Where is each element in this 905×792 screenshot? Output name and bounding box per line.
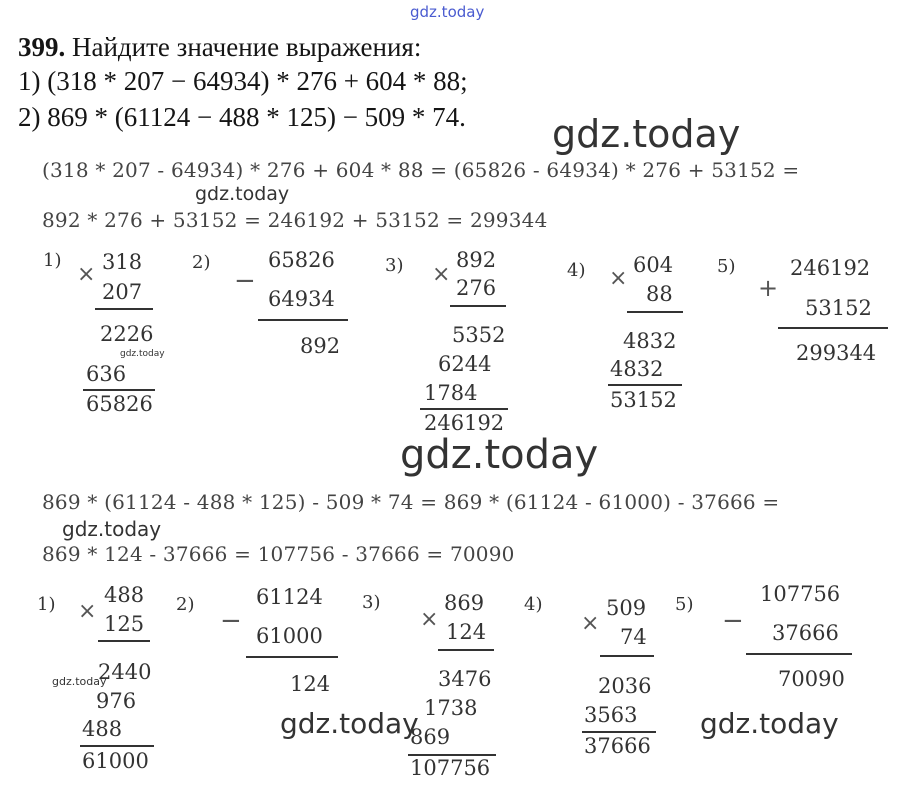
operand-b: 125 [104,612,145,636]
solution2-line1: 869 * (61124 - 488 * 125) - 509 * 74 = 869 * (61124 - 61000) - 37666 = [42,490,780,514]
watermark: gdz.today [280,707,419,740]
task-item-1: 1) (318 * 207 − 64934) * 276 + 604 * 88; [18,66,468,96]
step-label: 1) [43,250,62,271]
step-result: 107756 [410,756,491,780]
watermark-top: gdz.today [410,3,485,21]
step-label: 5) [675,594,694,615]
step-result: 892 [300,334,341,358]
minus-sign: − [220,606,242,636]
operand-a: 318 [102,250,143,274]
step-label: 3) [385,255,404,276]
partial-product: 6244 [438,352,492,376]
partial-product: 2440 [98,660,152,684]
watermark: gdz.today [52,675,107,688]
step-result: 37666 [584,734,651,758]
operand-a: 246192 [790,256,871,280]
partial-product: 976 [96,689,137,713]
task-heading [18,32,421,63]
step-result: 70090 [778,667,845,691]
solution2-line2: 869 * 124 - 37666 = 107756 - 37666 = 70090 [42,542,515,566]
step-label: 3) [362,592,381,613]
operand-a: 869 [444,591,485,615]
operand-b: 74 [620,625,647,649]
step-result: 299344 [796,341,877,365]
operand-b: 61000 [256,624,323,648]
partial-product: 1784 [424,381,478,405]
watermark: gdz.today [552,112,741,156]
operand-a: 509 [606,596,647,620]
step-label: 4) [567,260,586,281]
operand-b: 53152 [805,296,872,320]
operand-a: 65826 [268,248,335,272]
operand-b: 124 [446,620,487,644]
step-result: 246192 [424,411,505,435]
watermark: gdz.today [700,707,839,740]
step-label: 1) [37,594,56,615]
solution1-line2: 892 * 276 + 53152 = 246192 + 53152 = 299344 [42,208,548,232]
step-result: 53152 [610,388,677,412]
step-result: 124 [290,672,331,696]
partial-product: 2226 [100,322,154,346]
plus-sign: + [758,274,779,302]
multiply-sign: × [581,611,600,636]
watermark: gdz.today [62,517,162,541]
operand-b: 207 [102,280,143,304]
operand-b: 88 [646,282,673,306]
partial-product: 4832 [610,357,664,381]
operand-a: 61124 [256,585,323,609]
operand-a: 604 [633,253,674,277]
watermark: gdz.today [120,349,165,359]
multiply-sign: × [609,266,628,291]
partial-product: 869 [410,725,451,749]
operand-a: 488 [104,583,145,607]
operand-b: 37666 [772,621,839,645]
partial-product: 5352 [452,323,506,347]
task-item-2: 2) 869 * (61124 − 488 * 125) − 509 * 74. [18,102,466,132]
partial-product: 3563 [584,703,638,727]
partial-product: 3476 [438,667,492,691]
watermark: gdz.today [400,432,599,478]
task-number: 399. [18,32,66,62]
watermark: gdz.today [195,183,290,205]
step-result: 65826 [86,392,153,416]
step-label: 4) [524,594,543,615]
step-result: 61000 [82,749,149,773]
multiply-sign: × [420,607,439,632]
operand-b: 276 [456,276,497,300]
multiply-sign: × [432,262,451,287]
partial-product: 488 [82,717,123,741]
partial-product: 636 [86,362,127,386]
minus-sign: − [722,606,744,636]
solution1-line1: (318 * 207 - 64934) * 276 + 604 * 88 = (65826 - 64934) * 276 + 53152 = [42,158,800,182]
step-label: 2) [192,252,211,273]
operand-a: 892 [456,248,497,272]
operand-a: 107756 [760,582,841,606]
partial-product: 2036 [598,674,652,698]
step-label: 2) [176,594,195,615]
step-label: 5) [717,256,736,277]
partial-product: 1738 [424,696,478,720]
multiply-sign: × [77,262,96,287]
multiply-sign: × [78,599,97,624]
partial-product: 4832 [623,329,677,353]
minus-sign: − [234,266,256,296]
operand-b: 64934 [268,287,335,311]
task-title: Найдите значение выражения: [72,32,422,62]
